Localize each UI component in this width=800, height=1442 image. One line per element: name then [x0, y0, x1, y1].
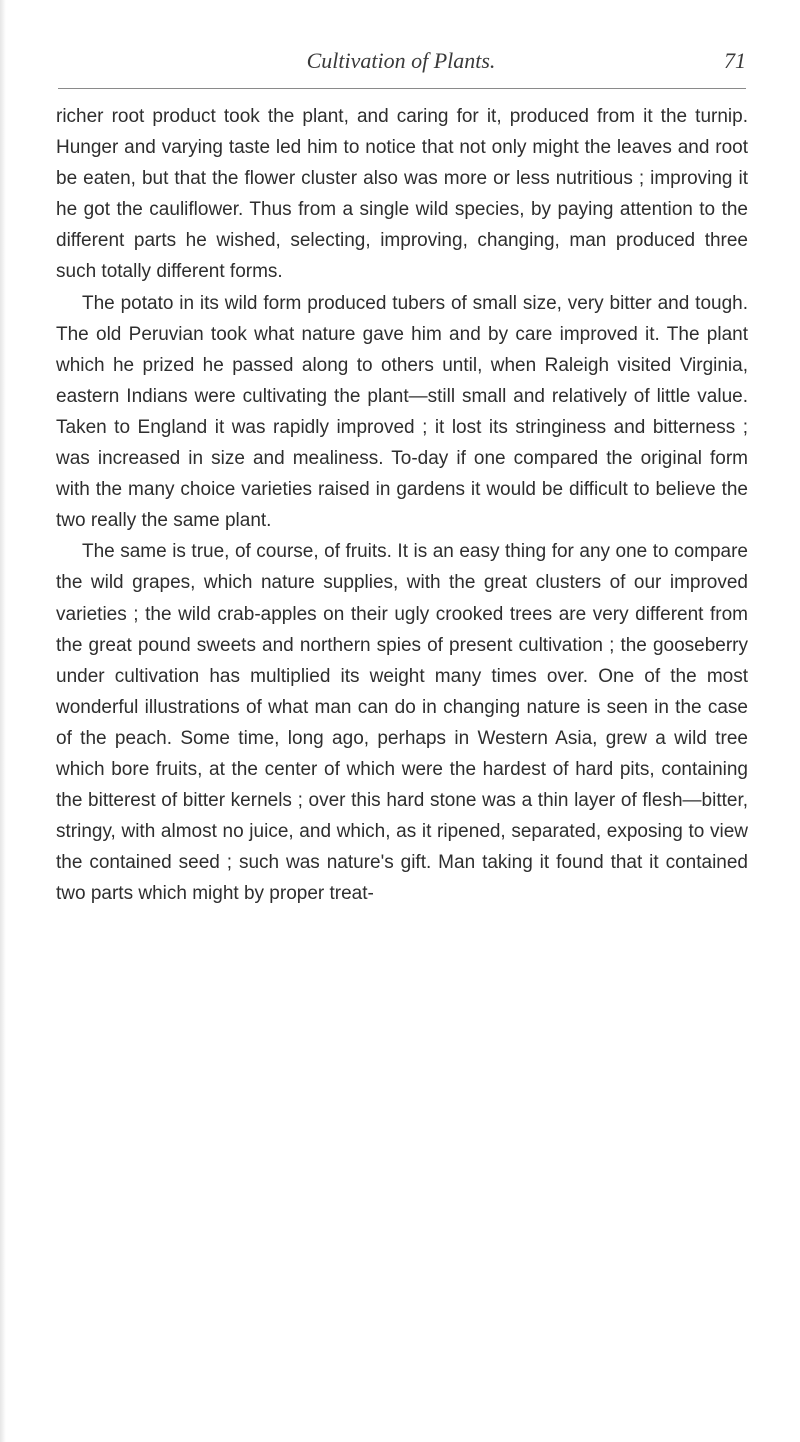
paragraph-turnip-cauliflower: richer root product took the plant, and caring for it, produced from it the turnip. Hunger and varying taste led him to notice that not only might the leaves and root be eaten, but that the flower cluster also was more or less nutritious ; improving it he got the cauliflower. Thus from a single wild species, by paying attention to the different parts he wished, selecting, improving, changing, man produced three such totally different forms.	[56, 106, 748, 283]
running-title: Cultivation of Plants.	[306, 48, 496, 73]
body-text	[56, 101, 748, 909]
header-rule	[58, 88, 746, 89]
page-gutter-shadow	[0, 0, 6, 1442]
paragraph-potato: The potato in its wild form produced tubers of small size, very bitter and tough. The old Peruvian took what nature gave him and by care improved it. The plant which he prized he passed along to others until, when Raleigh visited Virginia, eastern Indians were cultivating the plant—still small and relatively of little value. Taken to England it was rapidly improved ; it lost its stringiness and bitterness ; was increased in size and mealiness. To-day if one compared the original form with the many choice varieties raised in gardens it would be difficult to believe the two really the same plant.	[56, 292, 748, 532]
page-header	[56, 40, 746, 80]
page-number: 71	[724, 48, 746, 73]
paragraph-fruits-peach: The same is true, of course, of fruits. It is an easy thing for any one to compare the wild grapes, which nature supplies, with the great clusters of our improved varieties ; the wild crab-apples on their ugly crooked trees are very different from the great pound sweets and northern spies of present cultivation ; the gooseberry under cultivation has multiplied its weight many times over. One of the most wonderful illustrations of what man can do in changing nature is seen in the case of the peach. Some time, long ago, perhaps in Western Asia, grew a wild tree which bore fruits, at the center of which were the hardest of hard pits, containing the bitterest of bitter kernels ; over this hard stone was a thin layer of flesh—bitter, stringy, with almost no juice, and which, as it ripened, separated, exposing to view the contained seed ; such was nature's gift. Man taking it found that it contained two parts which might by proper treat-	[56, 541, 748, 905]
